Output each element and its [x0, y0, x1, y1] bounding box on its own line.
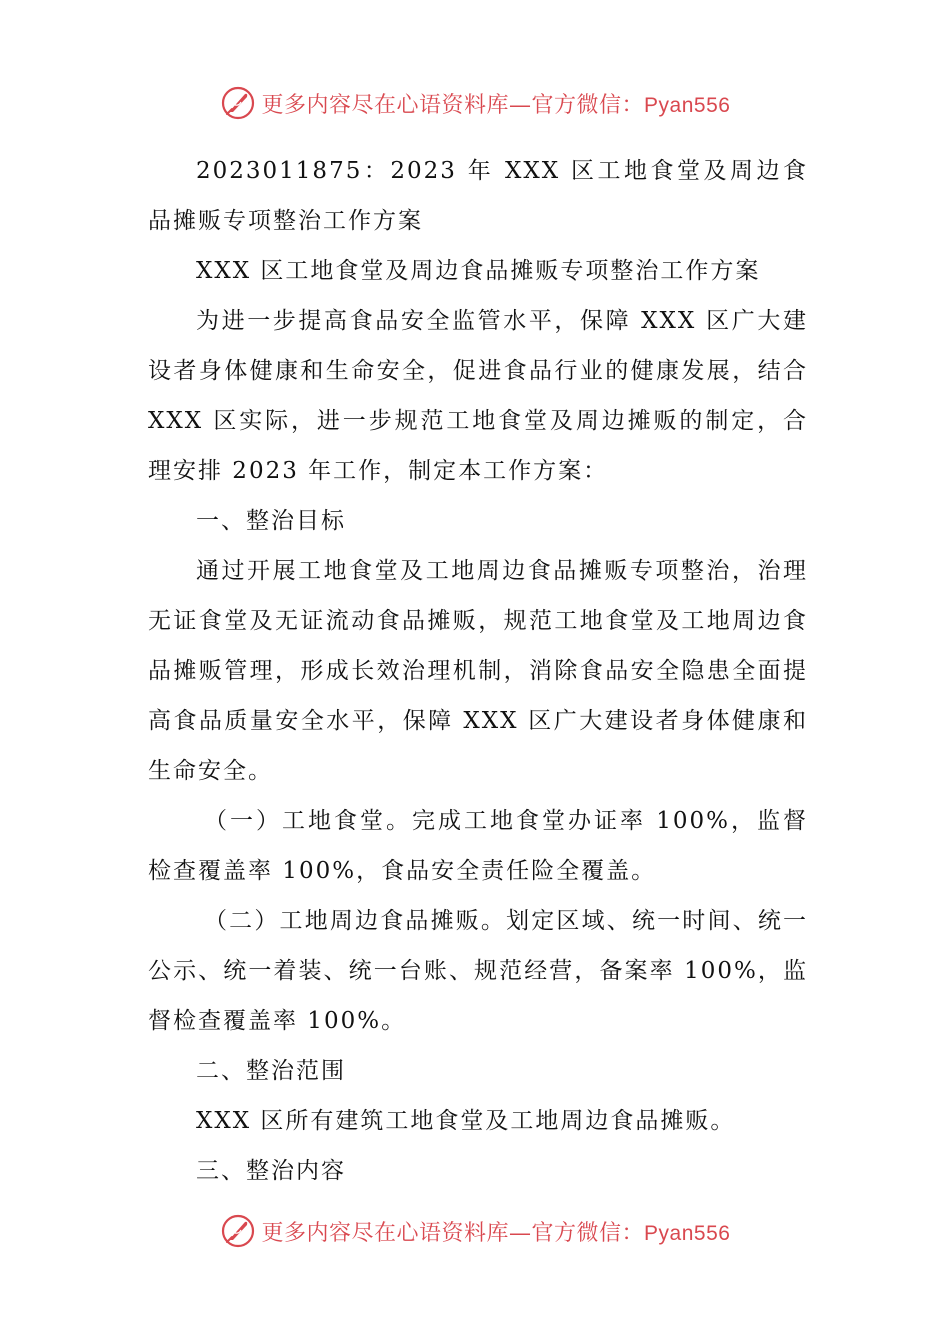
intro-paragraph: 为进一步提高食品安全监管水平，保障 XXX 区广大建设者身体健康和生命安全，促进食品行业的健康发展，结合 XXX 区实际，进一步规范工地食堂及周边摊贩的制定，合理安排 2023 年工作，制定本工作方案：	[148, 308, 808, 484]
section-2-heading: 二、整治范围	[196, 1058, 346, 1084]
document-body	[148, 146, 808, 1196]
document-subtitle: XXX 区工地食堂及周边食品摊贩专项整治工作方案	[196, 258, 761, 284]
watermark-handle: Pyan556	[644, 93, 731, 117]
section-1-item-2: （二）工地周边食品摊贩。划定区域、统一时间、统一公示、统一着装、统一台账、规范经营，备案率 100%，监督检查覆盖率 100%。	[148, 908, 808, 1034]
section-1-heading: 一、整治目标	[196, 508, 346, 534]
section-2-body: XXX 区所有建筑工地食堂及工地周边食品摊贩。	[196, 1108, 736, 1134]
feather-pen-circle-icon	[220, 1213, 256, 1249]
watermark-handle: Pyan556	[644, 1221, 731, 1245]
watermark-text: 更多内容尽在心语资料库—官方微信：Pyan556	[261, 1220, 731, 1246]
feather-pen-circle-icon	[220, 85, 256, 121]
document-title: 2023011875：2023 年 XXX 区工地食堂及周边食品摊贩专项整治工作方案	[148, 158, 808, 234]
watermark-text: 更多内容尽在心语资料库—官方微信：Pyan556	[261, 92, 731, 118]
section-3-heading: 三、整治内容	[196, 1158, 346, 1184]
section-1-item-1: （一）工地食堂。完成工地食堂办证率 100%，监督检查覆盖率 100%，食品安全责任险全覆盖。	[148, 808, 808, 884]
watermark-banner-top	[0, 78, 950, 128]
watermark-banner-bottom	[0, 1206, 950, 1256]
section-1-body: 通过开展工地食堂及工地周边食品摊贩专项整治，治理无证食堂及无证流动食品摊贩，规范工地食堂及工地周边食品摊贩管理，形成长效治理机制，消除食品安全隐患全面提高食品质量安全水平，保障 XXX 区广大建设者身体健康和生命安全。	[148, 558, 808, 784]
